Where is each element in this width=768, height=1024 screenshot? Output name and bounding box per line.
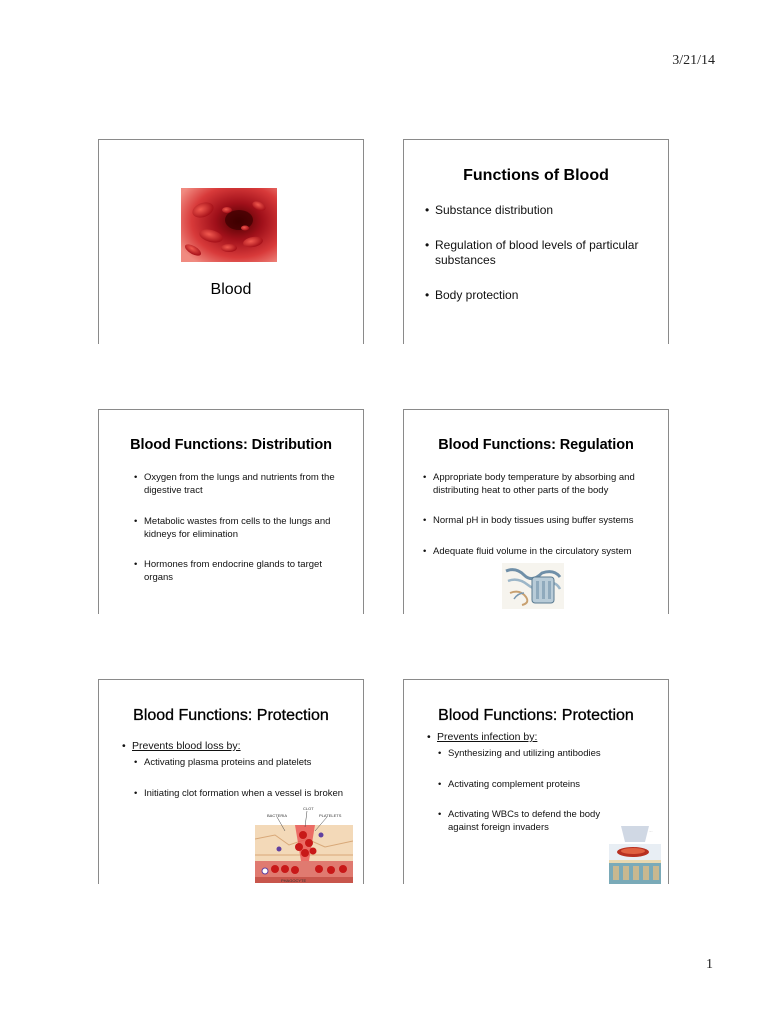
page-number: 1 <box>706 957 713 972</box>
bullet-item: • Adequate fluid volume in the circulatory system <box>423 546 632 557</box>
bullet-item: • Initiating clot formation when a vessel is broken <box>134 788 344 799</box>
bullet-item: • Regulation of blood levels of particular substances <box>425 238 639 267</box>
slide-title: Blood <box>210 281 252 298</box>
slide-protection-infection <box>403 679 669 884</box>
bullet-item: • Normal pH in body tissues using buffer systems <box>423 515 634 526</box>
slide-title: Blood Functions: Regulation <box>438 437 634 453</box>
slide-title: Blood Functions: Distribution <box>130 437 332 453</box>
figure-label-clot: CLOT <box>303 806 314 811</box>
circulatory-diagram-image <box>502 563 564 609</box>
slide-title: Functions of Blood <box>463 167 609 184</box>
figure-label-phagocyte: PHAGOCYTE <box>281 878 307 883</box>
slide-title: Blood Functions: Protection <box>438 707 634 724</box>
svg-text:.....: ..... <box>649 830 653 833</box>
slide-distribution <box>98 409 364 614</box>
bullet-item: • Oxygen from the lungs and nutrients from the digestive tract <box>134 472 335 496</box>
bullet-item: • Activating complement proteins <box>438 779 581 790</box>
slide-protection-blood-loss <box>98 679 364 884</box>
blood-vessel-image <box>181 188 277 262</box>
bullet-item: • Appropriate body temperature by absorbing and distributing heat to other parts of the body <box>423 472 635 496</box>
clot-formation-image <box>255 805 353 883</box>
slide-regulation <box>403 409 669 614</box>
bullet-item: • Substance distribution <box>425 203 554 217</box>
slide-blood-title <box>98 139 364 344</box>
bullet-item: • Metabolic wastes from cells to the lungs and kidneys for elimination <box>134 516 331 540</box>
print-date: 3/21/14 <box>672 53 715 68</box>
bullet-lead: • Prevents infection by: <box>427 731 538 743</box>
bullet-lead: • Prevents blood loss by: <box>122 740 241 752</box>
bullet-item: • Activating plasma proteins and platelets <box>134 757 312 768</box>
figure-label-bacteria: BACTERIA <box>267 813 288 818</box>
bullet-item: • Hormones from endocrine glands to target organs <box>134 559 322 583</box>
bullet-item: • Synthesizing and utilizing antibodies <box>438 748 601 759</box>
bullet-item: • Activating WBCs to defend the body against foreign invaders <box>438 809 601 833</box>
bullet-item: • Body protection <box>425 288 519 302</box>
slide-functions-of-blood <box>403 139 669 344</box>
immune-response-image <box>609 826 661 884</box>
slide-title: Blood Functions: Protection <box>133 707 329 724</box>
figure-label-platelets: PLATELETS <box>319 813 342 818</box>
